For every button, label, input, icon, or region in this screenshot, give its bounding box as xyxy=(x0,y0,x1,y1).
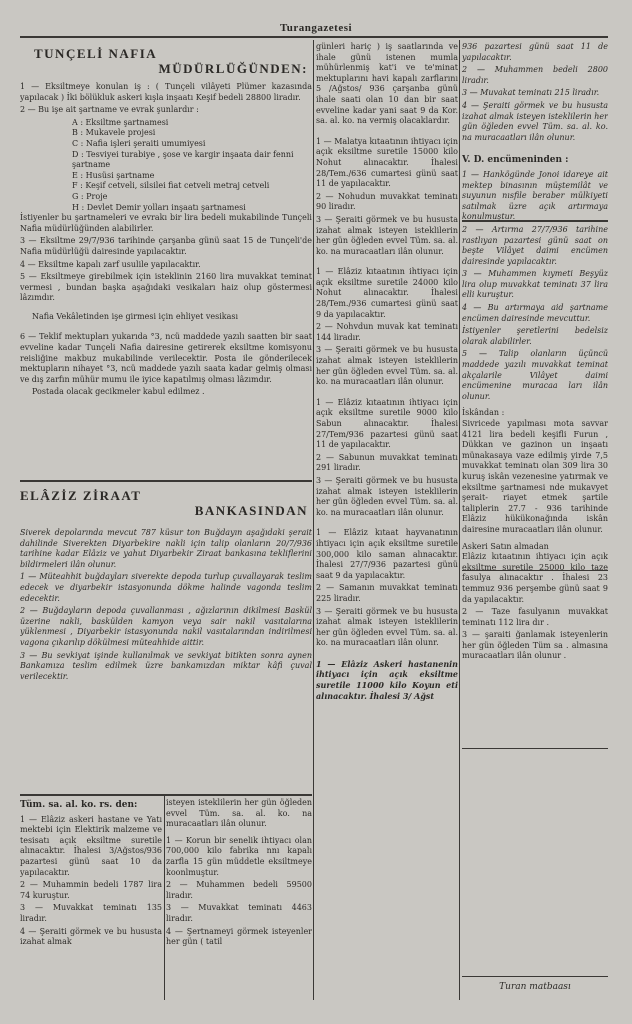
paragraph: 2 — Taze fasulyanın muvakkat teminatı 112 lira dır . xyxy=(462,607,608,627)
paragraph: 3 — Muvakat teminatı 215 liradır. xyxy=(462,88,600,98)
continued-notice xyxy=(462,42,608,143)
paragraph: 1 — Elâziz kıtaat hayvanatının ihtiyacı için açık eksiltme suretile 300,000 kilo saman alınacaktır. İhalesi 27/7/936 pazartesi günü saat 9 da yapılacaktır. xyxy=(316,528,458,580)
paragraph: İstiyenler bu şartnameleri ve evrakı bir lira bedeli mukabilinde Tunçeli Nafia müdürlüğünden alabilirler. xyxy=(20,213,312,233)
list-item: B : Mukavele projesi xyxy=(72,128,156,138)
notice-title-line2: BANKASINDAN xyxy=(194,503,308,518)
notice-heading: V. D. encümeninden : xyxy=(462,155,569,166)
paragraph: 1 — Malatya kıtaatının ihtiyacı için açık eksiltme suretile 15000 kilo Nohut alınacaktır. İhalesi 28/Tem./636 cumartesi günü saat 11 de yapılacaktır. xyxy=(316,136,458,189)
paragraph: 1 — Elâziz kıtaatının ihtiyacı için açık eksiltme suretile 9000 kilo Sabun alınacaktır. İhalesi 27/Tem/936 pazartesi günü saat 11 de yapılacaktır. xyxy=(316,397,458,450)
paragraph: 1 — Eksiltmeye konulan iş : ( Tunçeli vilâyeti Plümer kazasında yapılacak ) İki bölükluk askeri kışla inşaatı Keşif bedeli 28800 liradır. xyxy=(20,82,312,102)
elaziz-ziraat-notice xyxy=(20,484,312,794)
paragraph: 4 — Şertnameyi görmek isteyenler her gün ( tatil xyxy=(166,926,312,947)
paragraph: 3 — Muvakkat teminatı 4463 liradır. xyxy=(166,903,312,923)
paragraph: 2 — Nohudun muvakkat teminatı 90 liradır. xyxy=(316,191,458,212)
top-rule xyxy=(20,36,608,38)
kor-sa-al-notice xyxy=(166,798,312,998)
notice-heading: Tüm. sa. al. ko. rs. den: xyxy=(20,800,138,810)
paragraph: isteyen isteklilerin her gün öğleden evvel Tüm. sa. al. ko. na muracaatları ilân olunur. xyxy=(166,798,312,829)
paragraph: 1 — Hankögünde Jonoi idareye ait mektep binasının müştemilât ve suyunun nısfile beraber mülkiyeti satılmak üzre açık artırmaya konulmuştur. xyxy=(462,169,608,222)
masthead: Turangazetesi xyxy=(279,22,353,34)
document-list xyxy=(20,118,312,213)
paragraph: 2 — Buğdayların depoda çuvallanması , ağızlarının dikilmesi Baskül üzerine nakli, baskülden kamyon veya sair nakil vasıtalarına yüklenmesi , Diyarbekir istasyonunda nakil vasıtalarından indirilmesi vagona çıkarılıp dökülmesi müteahhide aittir. xyxy=(20,606,312,647)
paragraph: Nafia Vekâletinden işe girmesi için ehliyet vesikası xyxy=(32,311,239,321)
tum-sa-al-notice xyxy=(20,798,162,998)
paragraph: İstiyenler şeretlerini bedelsiz olarak alabilirler. xyxy=(462,326,608,346)
paragraph: Elâziz kıtaatının ihtiyacı için açık eksiltme suretile 25000 kilo taze fasulya alınacaktır . İhalesi 23 temmuz 936 perşembe günü saat 9 da yapılacaktır. xyxy=(462,552,608,604)
notice-title-line2: MÜDÜRLÜĞÜNDEN: xyxy=(158,61,308,76)
paragraph: 1 — Elâziz askeri hastane ve Yatı mektebi için Elektirik malzeme ve tesisatı açık eksiltme suretile alınacaktır. İhalesi 3/Ağstos/936 pazartesi günü saat 10 da yapılacaktır. xyxy=(20,814,162,877)
list-item: A : Eksiltme şartnamesi xyxy=(72,117,169,127)
list-item: H : Devlet Demir yolları inşaatı şartnamesi xyxy=(72,202,246,212)
right-column-notices xyxy=(462,42,608,998)
paragraph: 1 — Müteahhit buğdayları siverekte depoda turlup çuvallayarak teslim edecek ve diyarbekir istasyonunda dökme halinde vagonda teslim edecektir. xyxy=(20,572,312,603)
paragraph: 3 — Şeraiti görmek ve bu hususta izahat almak isteyen isteklilerin her gün öğleden evvel Tüm. sa. al. ko. na muracaatları ilân olunr. xyxy=(316,606,458,648)
column-rule xyxy=(313,40,314,1000)
paragraph: 3 — Muvakkat teminatı 135 liradır. xyxy=(20,903,162,923)
vd-encumen-notice xyxy=(462,170,608,402)
list-item: G : Proje xyxy=(72,191,108,201)
section-rule xyxy=(20,794,312,796)
section-rule xyxy=(20,480,312,482)
paragraph: günleri hariç ) iş saatlarında ve ihale günü istenen mumla mühürlenmiş kat'i ve te'minat mektuplarını havi kapalı zarflarını 5 /Ağstos/ 936 çarşanba günü ihale saati olan 10 dan bir saat evveline kadar yani saat 9 da Kor. sa. al. ko. na vermiş olacaklardır. xyxy=(316,42,458,126)
notice-title xyxy=(20,46,312,76)
column-rule xyxy=(459,40,460,1000)
paragraph: 3 — Eksiltme 29/7/936 tarihinde çarşanba günü saat 15 de Tunçeli'de Nafia müdürlüğü dairesinde yapılacaktır. xyxy=(20,236,312,256)
paragraph: 3 — şaraiti ğanlamak isteyenlerin her gün öğleden Tüm sa . almasına muracaatları ilân olunur . xyxy=(462,630,608,661)
paragraph: 2 — Bu işe ait şartname ve evrak şunlardır : xyxy=(20,105,199,115)
paragraph: 1 — Elâziz kıtaatının ihtiyacı için açık eksiltme suretile 24000 kilo Nohut alınacaktır. İhalesi 28/Tem./936 cumartesi günü saat 9 da yapılacaktır. xyxy=(316,267,458,319)
paragraph: 1 — Korun bir senelik ihtiyacı olan 700,000 kilo fabrika nnı kapalı zarfla 15 gün müddetle eksiltmeye koonlmuştur. xyxy=(166,835,312,877)
list-item: D : Tesviyei turabiye , şose ve kargir inşaata dair fenni şartname xyxy=(72,149,294,170)
notice-heading: Askeri Satın almadan xyxy=(462,541,549,551)
tunceli-nafia-notice xyxy=(20,42,312,480)
printer-credit: Turan matbaası xyxy=(499,982,571,992)
list-item: F : Keşif cetveli, silsilei fiat cetveli metraj cetveli xyxy=(72,181,270,191)
paragraph: 4 — Bu artırmaya aid şartname encümen dairesinde mevcuttur. xyxy=(462,303,608,323)
list-item: C : Nafia işleri şeraiti umumiyesi xyxy=(72,138,206,148)
notice-heading: İskândan : xyxy=(462,408,505,418)
paragraph: 2 — Artırma 27/7/936 tarihine rastlıyan pazartesi günü saat on beşte Vilâyet daimi encümen dairesinde yapılacaktır. xyxy=(462,224,608,266)
paragraph: Sivricede yapılması mota savvar 4121 lira bedeli keşifli Furun , Dükkan ve gazinon un inşaatı münakasaya vaze edilmiş yirde 7,5 muvakkat teminatı olan 309 lira 30 kuruş iskân vezenesine yatırmak ve eksiltme şartnamesi nde mukavyet şerait- riayet etmek şartile taliplerin 27.7 - 936 tarihinde Elâziz hükükonağında iskân dairesine muracaatları ilân olunur. xyxy=(462,419,608,534)
column-rule xyxy=(164,796,165,1000)
military-purchase-notices xyxy=(316,42,458,998)
paragraph: 2 — Nohvdun muvak kat teminatı 144 liradır. xyxy=(316,322,458,342)
paragraph: 5 — Eksiltmeye girebilmek için isteklinin 2160 lira muvakkat teminat vermesi , bundan başka aşağıdaki vesikaları haiz olup göstermesi lâzımdır. xyxy=(20,272,312,303)
notice-title-line1: TUNÇELİ NAFIA xyxy=(34,46,158,61)
paragraph: 2 — Muhammen bedeli 2800 liradır. xyxy=(462,65,608,85)
paragraph: 2 — Sabunun muvakkat teminatı 291 liradır. xyxy=(316,452,458,473)
paragraph: 3 — Şeraiti görmek ve bu hususta izahat almak isteyen isteklilerin her gün öğleden evvel Tüm. sa. al. ko. na muracaatları ilân olunur. xyxy=(316,214,458,256)
notice-title xyxy=(20,488,312,518)
paragraph: 4 — Şeraiti görmek ve bu hususta izahat almak isteyen isteklilerin her gün öğleden evvel Tüm. sa. al. ko. na muracaatları ilân olunur. xyxy=(462,100,608,142)
list-item: E : Husüsi şartname xyxy=(72,170,155,180)
paragraph: Siverek depolarında mevcut 787 küsur ton Buğdayın aşağıdaki şerait dahilinde Siverekten Diyarbekire nakli için talip olanların 20/7/936 tarihine kadar Elâziz ve yahut Diyarbekir Ziraat bankasına tekliflerini bildirmeleri ilân olunur. xyxy=(20,528,312,569)
paragraph: 3 — Şeraiti görmek ve bu hususta izahat almak isteyen isteklilerin her gün öğleden evvel Tüm. sa. al. ko. na muracaatları ilân olunur. xyxy=(316,475,458,517)
paragraph: 2 — Muhammin bedeli 1787 lira 74 kuruştur. xyxy=(20,880,162,900)
paragraph: Postada olacak gecikmeler kabul edilmez . xyxy=(32,387,205,397)
notice-title-line1: ELÂZİZ ZİRAAT xyxy=(20,488,142,503)
paragraph: 4 — Eksiltme kapalı zarf usulile yapılacaktır. xyxy=(20,259,201,269)
paragraph: 6 — Teklif mektupları yukarıda °3, ncü maddede yazılı saatten bir saat evveline kadar Tunçeli Nafia dairesine getirerek eksiltme komisyonu reisliğine makbuz mukabilinde verilecektir. Posta ile gönderilecek mektupların nihayet °3, ncü maddede yazılı saata kadar gelmiş olması ve dış zarfın mühür mumu ile iyice kapatılmış olması lâzımdır. xyxy=(20,332,312,384)
paragraph: 2 — Muhammen bedeli 59500 liradır. xyxy=(166,880,312,900)
paragraph: 2 — Samanın muvakkat teminatı 225 liradır. xyxy=(316,583,458,603)
paragraph: 4 — Şeraiti görmek ve bu hususta izahat almak xyxy=(20,926,162,947)
paragraph: 5 — Talip olanların üçüncü maddede yazılı muvakkat teminat akçalarile Vilâyet daimi encümenine muracaa ları ilân olunur. xyxy=(462,349,608,401)
paragraph: 1 — Elâziz Askeri hastanenin ihtiyacı için açık eksiltme suretile 11000 kilo Koyun eti alınacaktır. İhalesi 3/ Ağst xyxy=(316,658,458,701)
paragraph: 3 — Bu sevkiyat işinde kullanılmak ve sevkiyat bitikten sonra aynen Bankamıza teslim edilmek üzre bankamızdan miktar kâfi çuval verilecektir. xyxy=(20,650,312,681)
paragraph: 3 — Muhammen kıymeti Beşyüz lira olup muvakkat teminatı 37 lira elli kuruştur. xyxy=(462,269,608,300)
paragraph: 936 pazartesi günü saat 11 de yapılacaktır. xyxy=(462,42,608,62)
paragraph: 3 — Şeraiti görmek ve bu hususta izahat almak isteyen isteklilerin her gün öğleden evvel Tüm. sa. al. ko. na muracaatları ilân olunur. xyxy=(316,345,458,387)
